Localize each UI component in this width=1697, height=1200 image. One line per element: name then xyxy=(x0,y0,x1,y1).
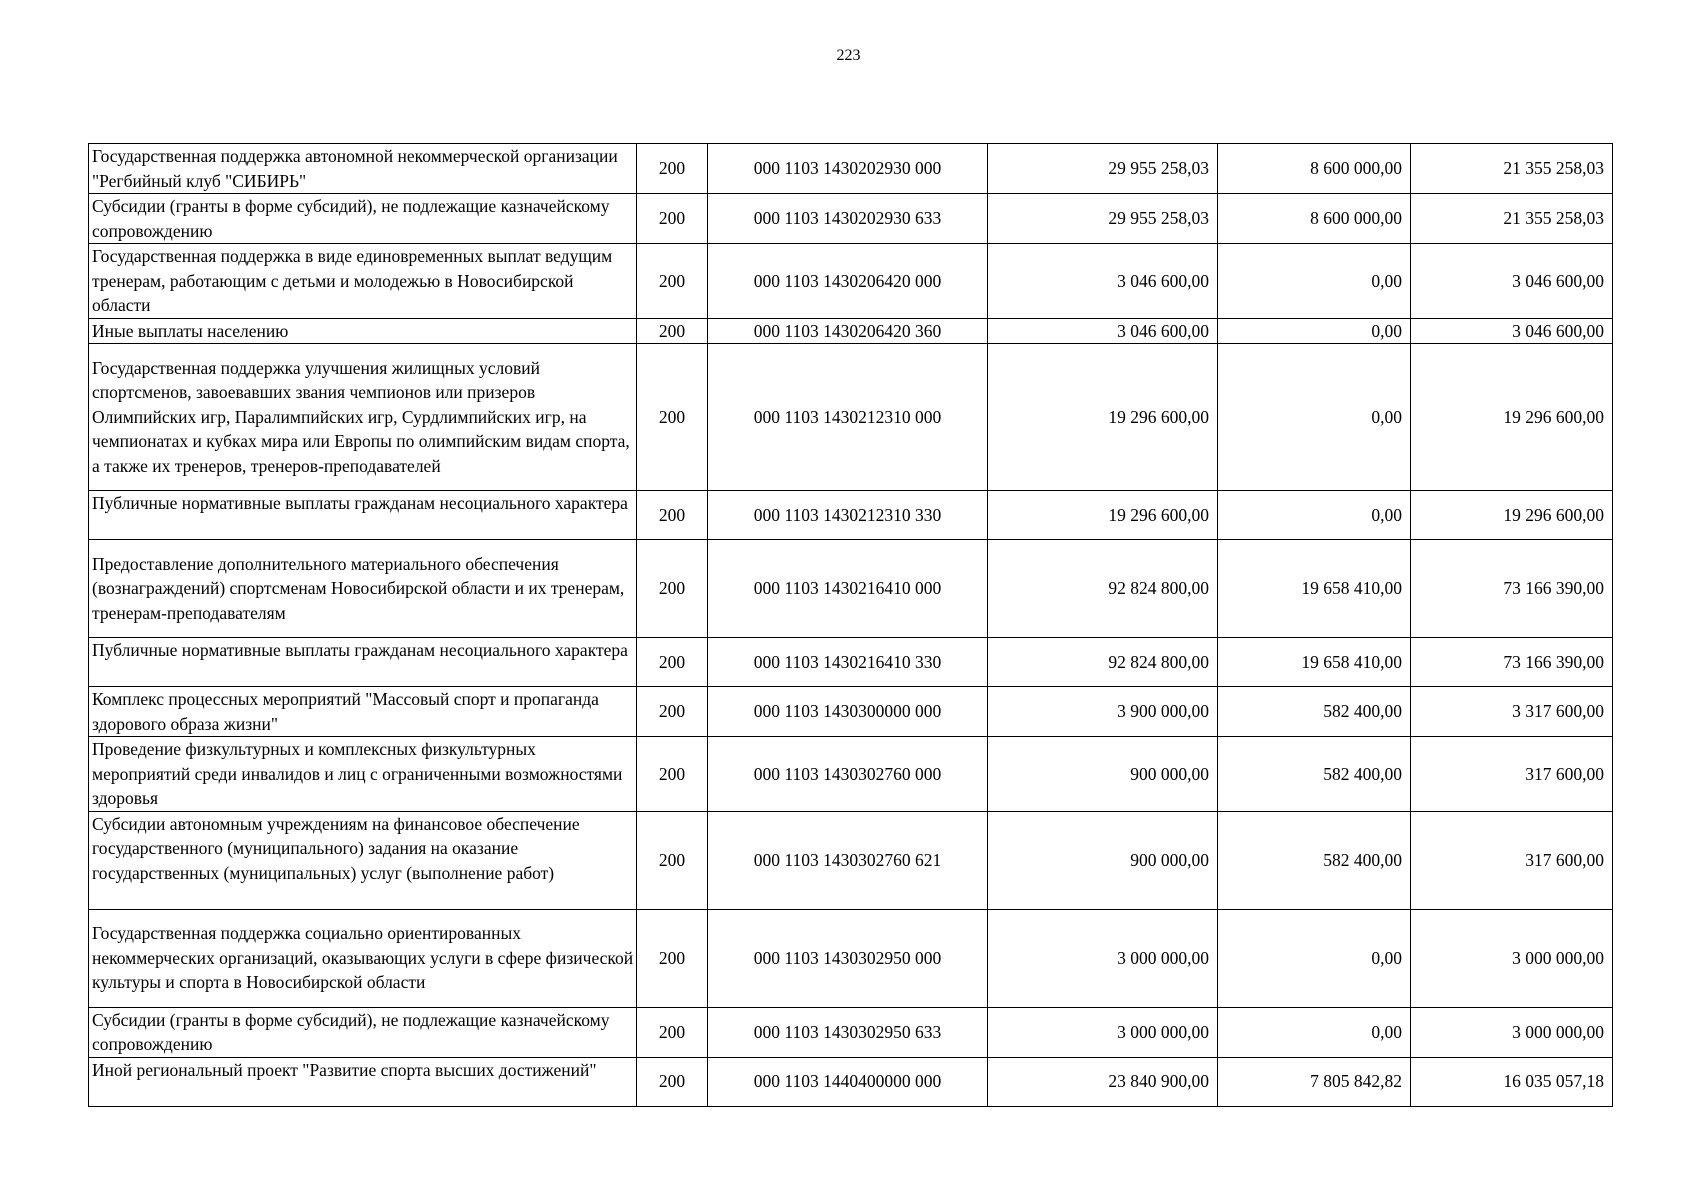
row-budget-classification-code: 000 1103 1430302760 621 xyxy=(708,811,988,909)
row-line-code: 200 xyxy=(637,638,708,687)
row-name: Публичные нормативные выплаты гражданам несоциального характера xyxy=(89,638,637,687)
row-name: Предоставление дополнительного материального обеспечения (вознаграждений) спортсменам Новосибирской области и их тренерам, тренерам-преподавателям xyxy=(89,540,637,638)
row-line-code: 200 xyxy=(637,909,708,1007)
row-remaining-amount: 317 600,00 xyxy=(1411,811,1613,909)
table-row xyxy=(89,244,1613,319)
table-row xyxy=(89,194,1613,244)
row-line-code: 200 xyxy=(637,491,708,540)
row-remaining-amount: 3 000 000,00 xyxy=(1411,909,1613,1007)
row-budget-classification-code: 000 1103 1430206420 360 xyxy=(708,318,988,344)
row-executed-amount: 0,00 xyxy=(1218,491,1411,540)
row-line-code: 200 xyxy=(637,737,708,812)
row-line-code: 200 xyxy=(637,1007,708,1057)
row-line-code: 200 xyxy=(637,144,708,194)
row-approved-amount: 92 824 800,00 xyxy=(988,638,1218,687)
row-approved-amount: 3 000 000,00 xyxy=(988,1007,1218,1057)
row-name: Проведение физкультурных и комплексных физкультурных мероприятий среди инвалидов и лиц с ограниченными возможностями здоровья xyxy=(89,737,637,812)
row-line-code: 200 xyxy=(637,1057,708,1106)
budget-execution-table xyxy=(88,143,1613,1107)
row-line-code: 200 xyxy=(637,318,708,344)
table-row xyxy=(89,1057,1613,1106)
table-row xyxy=(89,491,1613,540)
row-name: Государственная поддержка автономной некоммерческой организации "Регбийный клуб "СИБИРЬ" xyxy=(89,144,637,194)
row-line-code: 200 xyxy=(637,687,708,737)
table-row xyxy=(89,1007,1613,1057)
row-executed-amount: 0,00 xyxy=(1218,244,1411,319)
row-line-code: 200 xyxy=(637,540,708,638)
row-executed-amount: 8 600 000,00 xyxy=(1218,144,1411,194)
table-row xyxy=(89,909,1613,1007)
row-name: Государственная поддержка в виде единовременных выплат ведущим тренерам, работающим с детьми и молодежью в Новосибирской области xyxy=(89,244,637,319)
row-executed-amount: 0,00 xyxy=(1218,909,1411,1007)
row-approved-amount: 900 000,00 xyxy=(988,811,1218,909)
row-approved-amount: 19 296 600,00 xyxy=(988,491,1218,540)
row-remaining-amount: 3 046 600,00 xyxy=(1411,244,1613,319)
row-executed-amount: 582 400,00 xyxy=(1218,687,1411,737)
row-executed-amount: 19 658 410,00 xyxy=(1218,540,1411,638)
row-approved-amount: 29 955 258,03 xyxy=(988,144,1218,194)
row-name: Комплекс процессных мероприятий "Массовый спорт и пропаганда здорового образа жизни" xyxy=(89,687,637,737)
row-executed-amount: 19 658 410,00 xyxy=(1218,638,1411,687)
row-executed-amount: 582 400,00 xyxy=(1218,737,1411,812)
table-row xyxy=(89,318,1613,344)
row-line-code: 200 xyxy=(637,194,708,244)
row-remaining-amount: 3 317 600,00 xyxy=(1411,687,1613,737)
row-budget-classification-code: 000 1103 1440400000 000 xyxy=(708,1057,988,1106)
row-remaining-amount: 3 046 600,00 xyxy=(1411,318,1613,344)
row-budget-classification-code: 000 1103 1430300000 000 xyxy=(708,687,988,737)
row-budget-classification-code: 000 1103 1430202930 633 xyxy=(708,194,988,244)
row-name: Субсидии (гранты в форме субсидий), не подлежащие казначейскому сопровождению xyxy=(89,1007,637,1057)
row-line-code: 200 xyxy=(637,344,708,491)
row-executed-amount: 0,00 xyxy=(1218,318,1411,344)
row-approved-amount: 3 900 000,00 xyxy=(988,687,1218,737)
table-row xyxy=(89,811,1613,909)
row-remaining-amount: 19 296 600,00 xyxy=(1411,344,1613,491)
row-approved-amount: 3 000 000,00 xyxy=(988,909,1218,1007)
row-name: Субсидии автономным учреждениям на финансовое обеспечение государственного (муниципального) задания на оказание государственных (муниципальных) услуг (выполнение работ) xyxy=(89,811,637,909)
row-approved-amount: 3 046 600,00 xyxy=(988,244,1218,319)
row-approved-amount: 23 840 900,00 xyxy=(988,1057,1218,1106)
row-name: Иной региональный проект "Развитие спорта высших достижений" xyxy=(89,1057,637,1106)
row-remaining-amount: 16 035 057,18 xyxy=(1411,1057,1613,1106)
row-remaining-amount: 73 166 390,00 xyxy=(1411,540,1613,638)
table-row xyxy=(89,687,1613,737)
row-budget-classification-code: 000 1103 1430212310 000 xyxy=(708,344,988,491)
row-budget-classification-code: 000 1103 1430206420 000 xyxy=(708,244,988,319)
row-executed-amount: 8 600 000,00 xyxy=(1218,194,1411,244)
row-remaining-amount: 3 000 000,00 xyxy=(1411,1007,1613,1057)
row-approved-amount: 3 046 600,00 xyxy=(988,318,1218,344)
table-row xyxy=(89,638,1613,687)
row-approved-amount: 29 955 258,03 xyxy=(988,194,1218,244)
row-executed-amount: 0,00 xyxy=(1218,344,1411,491)
row-line-code: 200 xyxy=(637,244,708,319)
row-budget-classification-code: 000 1103 1430216410 000 xyxy=(708,540,988,638)
row-approved-amount: 900 000,00 xyxy=(988,737,1218,812)
row-line-code: 200 xyxy=(637,811,708,909)
row-budget-classification-code: 000 1103 1430302760 000 xyxy=(708,737,988,812)
row-name: Публичные нормативные выплаты гражданам несоциального характера xyxy=(89,491,637,540)
row-remaining-amount: 21 355 258,03 xyxy=(1411,144,1613,194)
table-row xyxy=(89,540,1613,638)
row-executed-amount: 0,00 xyxy=(1218,1007,1411,1057)
row-budget-classification-code: 000 1103 1430216410 330 xyxy=(708,638,988,687)
row-remaining-amount: 19 296 600,00 xyxy=(1411,491,1613,540)
table-row xyxy=(89,344,1613,491)
row-remaining-amount: 21 355 258,03 xyxy=(1411,194,1613,244)
row-budget-classification-code: 000 1103 1430302950 000 xyxy=(708,909,988,1007)
row-remaining-amount: 73 166 390,00 xyxy=(1411,638,1613,687)
row-name: Субсидии (гранты в форме субсидий), не подлежащие казначейскому сопровождению xyxy=(89,194,637,244)
row-budget-classification-code: 000 1103 1430212310 330 xyxy=(708,491,988,540)
row-executed-amount: 582 400,00 xyxy=(1218,811,1411,909)
row-budget-classification-code: 000 1103 1430302950 633 xyxy=(708,1007,988,1057)
table-row xyxy=(89,737,1613,812)
row-executed-amount: 7 805 842,82 xyxy=(1218,1057,1411,1106)
table-row xyxy=(89,144,1613,194)
row-approved-amount: 19 296 600,00 xyxy=(988,344,1218,491)
row-name: Государственная поддержка улучшения жилищных условий спортсменов, завоевавших звания чемпионов или призеров Олимпийских игр, Паралимпийских игр, Сурдлимпийских игр, на чемпионатах и кубках мира или Европы по олимпийским видам спорта, а также их тренеров, тренеров-преподавателей xyxy=(89,344,637,491)
row-name: Государственная поддержка социально ориентированных некоммерческих организаций, оказывающих услуги в сфере физической культуры и спорта в Новосибирской области xyxy=(89,909,637,1007)
row-approved-amount: 92 824 800,00 xyxy=(988,540,1218,638)
row-remaining-amount: 317 600,00 xyxy=(1411,737,1613,812)
page-number: 223 xyxy=(836,47,861,64)
row-budget-classification-code: 000 1103 1430202930 000 xyxy=(708,144,988,194)
row-name: Иные выплаты населению xyxy=(89,318,637,344)
